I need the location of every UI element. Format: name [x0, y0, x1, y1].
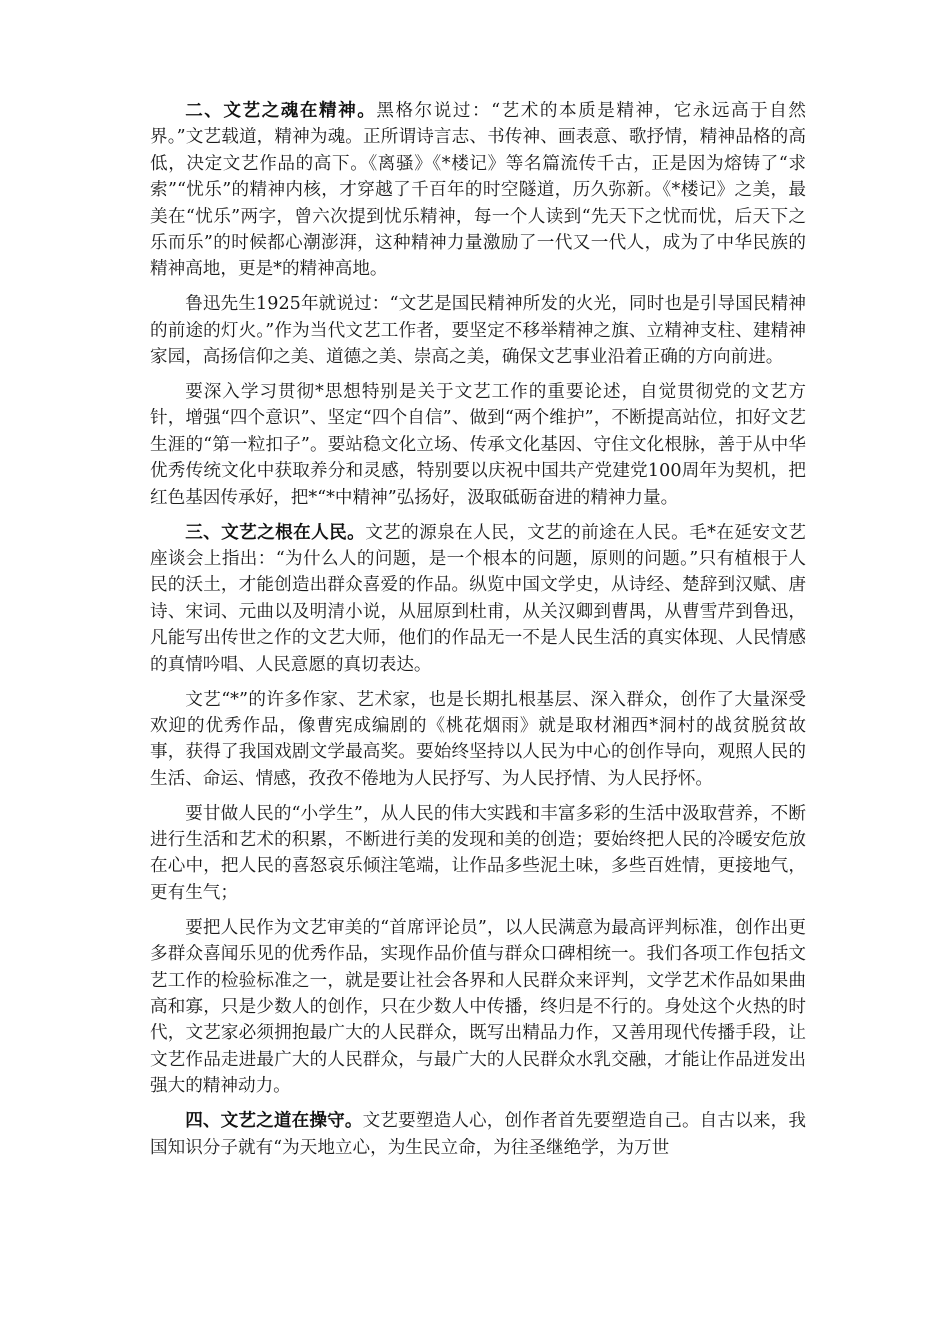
- paragraph-student: [150, 801, 806, 907]
- paragraph-section-three: [150, 520, 806, 678]
- paragraph-text: 黑格尔说过：“艺术的本质是精神，它永远高于自然界。”文艺载道，精神为魂。正所谓诗言志、书传神、画表意、歌抒情，精神品格的高低，决定文艺作品的高下。《离骚》《*楼记》等名篇流传千古，正是因为熔铸了“求索”“忧乐”的精神内核，才穿越了千百年的时空隧道，历久弥新。《*楼记》之美，最美在“忧乐”两字，曾六次提到忧乐精神，每一个人读到“先天下之忧而忧，后天下之乐而乐”的时候都心潮澎湃，这种精神力量激励了一代又一代人，成为了中华民族的精神高地，更是*的精神高地。: [150, 101, 806, 280]
- paragraph-text: 鲁迅先生1925年就说过：“文艺是国民精神所发的火光，同时也是引导国民精神的前途的灯火。”作为当代文艺工作者，要坚定不移举精神之旗、立精神支柱、建精神家园，高扬信仰之美、道德之美、崇高之美，确保文艺事业沿着正确的方向前进。: [150, 294, 806, 368]
- paragraph-section-four: [150, 1108, 806, 1161]
- paragraph-text: 文艺“*”的许多作家、艺术家，也是长期扎根基层、深入群众，创作了大量深受欢迎的优秀作品，像曹宪成编剧的《桃花烟雨》就是取材湘西*洞村的战贫脱贫故事，获得了我国戏剧文学最高奖。要始终坚持以人民为中心的创作导向，观照人民的生活、命运、情感，孜孜不倦地为人民抒写、为人民抒情、为人民抒怀。: [150, 689, 806, 789]
- section-heading-integrity: 四、文艺之道在操守。: [185, 1110, 363, 1132]
- document-body: [150, 98, 806, 1169]
- paragraph-reviewer: [150, 915, 806, 1100]
- paragraph-text: 文艺的源泉在人民，文艺的前途在人民。毛*在延安文艺座谈会上指出：“为什么人的问题，是一个根本的问题，原则的问题。”只有植根于人民的沃土，才能创造出群众喜爱的作品。纵览中国文学史，从诗经、楚辞到汉赋、唐诗、宋词、元曲以及明清小说，从屈原到杜甫，从关汉卿到曹禺，从曹雪芹到鲁迅，凡能写出传世之作的文艺大师，他们的作品无一不是人民生活的真实体现、人民情感的真情吟唱、人民意愿的真切表达。: [150, 522, 806, 675]
- paragraph-text: 要甘做人民的“小学生”，从人民的伟大实践和丰富多彩的生活中汲取营养，不断进行生活和艺术的积累，不断进行美的发现和美的创造；要始终把人民的冷暖安危放在心中，把人民的喜怒哀乐倾注笔端，让作品多些泥土味，多些百姓情，更接地气，更有生气；: [150, 803, 806, 903]
- paragraph-text: 要把人民作为文艺审美的“首席评论员”，以人民满意为最高评判标准，创作出更多群众喜闻乐见的优秀作品，实现作品价值与群众口碑相统一。我们各项工作包括文艺工作的检验标准之一，就是要让社会各界和人民群众来评判，文学艺术作品如果曲高和寡，只是少数人的创作，只在少数人中传播，终归是不行的。身处这个火热的时代，文艺家必须拥抱最广大的人民群众，既写出精品力作，又善用现代传播手段，让文艺作品走进最广大的人民群众，与最广大的人民群众水乳交融，才能让作品迸发出强大的精神动力。: [150, 917, 806, 1097]
- section-heading-spirit: 二、文艺之魂在精神。: [185, 100, 377, 121]
- paragraph-text: 文艺要塑造人心，创作者首先要塑造自己。自古以来，我国知识分子就有“为天地立心，为生民立命，为往圣继绝学，为万世: [150, 1111, 806, 1158]
- paragraph-text: 要深入学习贯彻*思想特别是关于文艺工作的重要论述，自觉贯彻党的文艺方针，增强“四个意识”、坚定“四个自信”、做到“两个维护”，不断提高站位，扣好文艺生涯的“第一粒扣子”。要站稳文化立场、传承文化基因、守住文化根脉，善于从中华优秀传统文化中获取养分和灵感，特别要以庆祝中国共产党建党100周年为契机，把红色基因传承好，把*“*中精神”弘扬好，汲取砥砺奋进的精神力量。: [150, 382, 806, 508]
- section-heading-people: 三、文艺之根在人民。: [185, 521, 366, 543]
- paragraph-section-two: [150, 98, 806, 283]
- paragraph-artists: [150, 687, 806, 793]
- paragraph-study: [150, 379, 806, 511]
- paragraph-luxun: [150, 291, 806, 370]
